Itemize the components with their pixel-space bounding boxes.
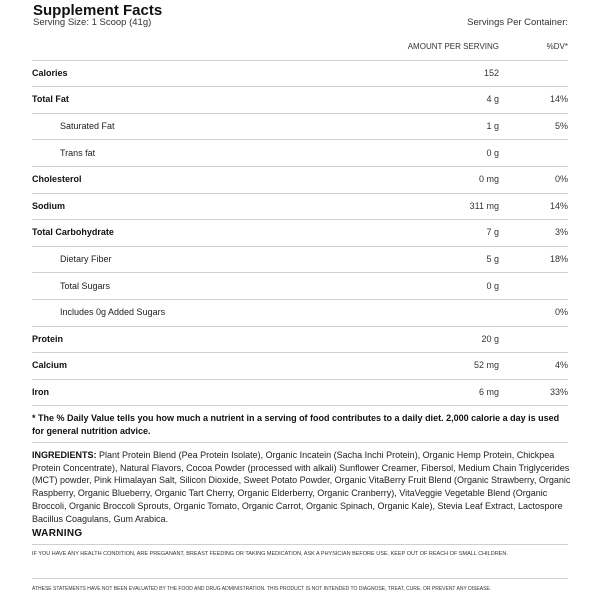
nutrient-daily-value: 14% (549, 94, 568, 105)
nutrient-daily-value: 18% (549, 253, 568, 264)
servings-per-container: Servings Per Container: (467, 17, 568, 28)
nutrient-row (32, 113, 568, 140)
nutrient-label: Iron (32, 386, 49, 397)
nutrient-daily-value: 3% (554, 227, 568, 238)
nutrient-row (32, 379, 568, 406)
nutrient-label: Protein (32, 333, 64, 344)
nutrient-amount: 5 g (486, 253, 499, 264)
nutrient-amount: 20 g (481, 333, 499, 344)
nutrient-row (32, 60, 568, 87)
nutrient-amount: 1 g (486, 120, 499, 131)
nutrient-label: Total Fat (32, 94, 69, 105)
nutrient-daily-value: 0% (554, 307, 568, 318)
nutrient-label: Total Sugars (60, 280, 111, 291)
nutrient-amount: 4 g (486, 94, 499, 105)
nutrient-daily-value: 4% (554, 360, 568, 371)
ingredients-text (32, 449, 572, 525)
nutrient-amount: 0 g (486, 280, 499, 291)
panel-title: Supplement Facts (33, 2, 163, 19)
nutrient-row (32, 219, 568, 246)
daily-value-note: * The % Daily Value tells you how much a nutrient in a serving of food contributes to a daily diet. 2,000 calorie a day is used for general nutrition advice. (32, 413, 560, 436)
fda-disclaimer: ATHESE STATEMENTS HAVE NOT BEEN EVALUATED BY THE FOOD AND DRUG ADMINISTRATION. THIS PRODUCT IS NOT INTENDED TO DIAGNOSE, TREAT, CURE, OR PREVENT ANY DISEASE. (32, 586, 492, 592)
nutrient-row (32, 246, 568, 273)
dv-column-header: %DV* (546, 42, 568, 51)
nutrient-label: Saturated Fat (60, 120, 115, 131)
warning-title: WARNING (32, 528, 83, 539)
nutrient-label: Total Carbohydrate (32, 227, 114, 238)
nutrient-row (32, 193, 568, 220)
amount-column-header: AMOUNT PER SERVING (407, 42, 499, 51)
nutrient-label: Trans fat (60, 147, 96, 158)
serving-size: Serving Size: 1 Scoop (41g) (33, 17, 152, 28)
nutrient-label: Includes 0g Added Sugars (60, 307, 166, 318)
nutrient-row (32, 299, 568, 326)
ingredients-list: Plant Protein Blend (Pea Protein Isolate), Organic Incatein (Sacha Inchi Protein), Organic Hemp Protein, Chickpea Protein Concentrate), Natural Flavors, Cocoa Powder (processed with alkali) Sunflower Creamer, Fibersol, Medium Chain Triglycerides (MCT) powder, Pink Himalayan Salt, Silicon Dioxide, Sweet Potato Powder, Organic VitaBerry Fruit Blend (Organic Strawberry, Organic Raspberry, Organic Blueberry, Organic Tart Cherry, Organic Elderberry, Organic Cranberry), VitaVeggie Vegetable Blend (Organic Broccoli, Organic Broccoli Sprouts, Organic Tomato, Organic Carrot, Organic Spinach, Organic Kale), Stevia Leaf Extract, Lactospore Bacillus Coagulans, Gum Arabica. (32, 450, 571, 524)
note-divider (32, 442, 568, 443)
warning-text: IF YOU HAVE ANY HEALTH CONDITION, ARE PREGANANT, BREAST FEEDING OR TAKING MEDICATION, ASK A PHYSICIAN BEFORE USE. KEEP OUT OF REACH OF SMALL CHILDREN. (32, 551, 508, 557)
nutrient-amount: 6 mg (478, 386, 499, 397)
nutrient-amount: 0 g (486, 147, 499, 158)
nutrient-amount: 52 mg (473, 360, 499, 371)
nutrient-row (32, 352, 568, 379)
nutrient-daily-value: 0% (554, 174, 568, 185)
nutrient-daily-value: 33% (549, 386, 568, 397)
nutrient-amount: 152 (483, 67, 499, 78)
warning-divider (32, 544, 568, 545)
nutrient-label: Calories (32, 67, 68, 78)
nutrient-row (32, 272, 568, 299)
nutrient-label: Calcium (32, 360, 68, 371)
nutrient-row (32, 326, 568, 353)
nutrient-daily-value: 14% (549, 200, 568, 211)
nutrient-row (32, 86, 568, 113)
nutrient-row (32, 139, 568, 166)
nutrient-label: Cholesterol (32, 174, 82, 185)
nutrient-row (32, 166, 568, 193)
nutrient-amount: 311 mg (469, 200, 499, 211)
nutrient-label: Dietary Fiber (60, 253, 112, 264)
ingredients-heading: INGREDIENTS: (32, 450, 97, 460)
nutrient-amount: 0 mg (478, 174, 499, 185)
nutrient-amount: 7 g (486, 227, 499, 238)
nutrient-label: Sodium (32, 200, 65, 211)
nutrient-daily-value: 5% (554, 120, 568, 131)
disclaimer-divider (32, 578, 568, 579)
